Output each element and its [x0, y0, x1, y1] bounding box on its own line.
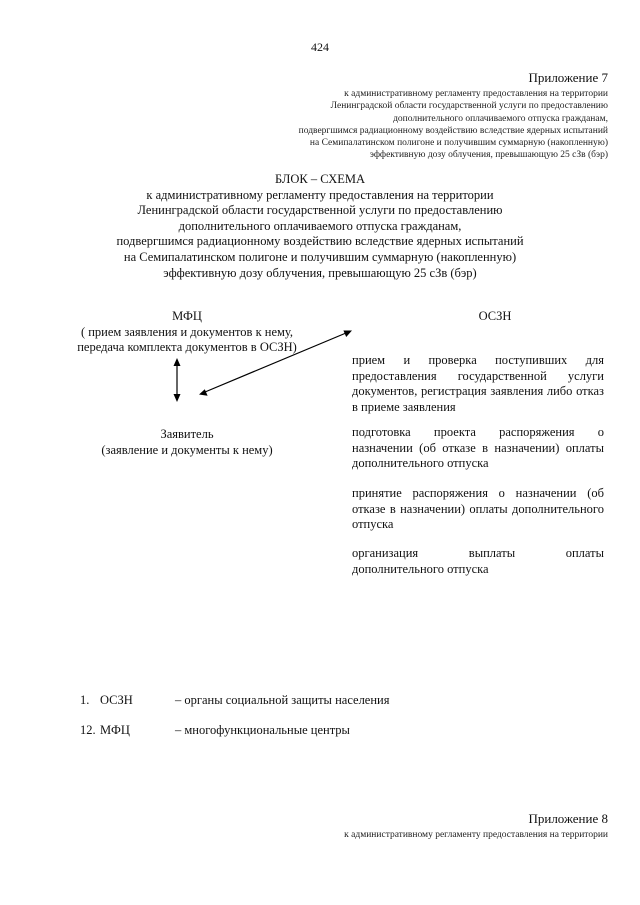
appendix-8-title: Приложение 8 [528, 811, 608, 826]
scheme-title-line: на Семипалатинском полигоне и получившим суммарную (накопленную) [123, 249, 517, 264]
mfc-description: ( прием заявления и документов к нему, [80, 324, 294, 339]
oszn-step: принятие распоряжения о назначении (об отказе в назначении) оплаты дополнительного отпуска [352, 486, 604, 532]
applicant-title: Заявитель [160, 427, 214, 441]
appendix-8-line: к административному регламенту предоставления на территории [344, 830, 608, 840]
legend-number: 12. [80, 723, 96, 737]
appendix-7-line: на Семипалатинском полигоне и получившим суммарную (накопленную) [309, 138, 608, 149]
appendix-7-line: Ленинградской области государственной услуги по предоставлению [330, 101, 608, 112]
scheme-title-line: Ленинградской области государственной услуги по предоставлению [137, 203, 503, 218]
mfc-description: передача комплекта документов в ОСЗН) [77, 340, 297, 355]
applicant-description: (заявление и документы к нему) [101, 442, 273, 457]
legend-number: 1. [80, 693, 90, 707]
legend-description: – органы социальной защиты населения [175, 693, 390, 707]
appendix-7-line: дополнительного оплачиваемого отпуска гражданам, [393, 113, 608, 124]
arrow-head-up [174, 358, 181, 366]
oszn-step: организация выплаты оплаты дополнительного отпуска [352, 546, 604, 576]
legend-description: – многофункциональные центры [175, 723, 350, 737]
legend-abbreviation: ОСЗН [100, 693, 133, 707]
page-number: 424 [311, 40, 329, 54]
scheme-title-line: эффективную дозу облучения, превышающую 25 сЗв (бэр) [163, 265, 477, 280]
appendix-7-title: Приложение 7 [528, 70, 608, 85]
scheme-title-line: к административному регламенту предоставления на территории [146, 187, 494, 202]
arrow-head-down [174, 394, 181, 402]
scheme-title-line: дополнительного оплачиваемого отпуска гражданам, [178, 218, 462, 233]
appendix-8-header [344, 811, 608, 841]
mfc-title: МФЦ [172, 309, 202, 323]
legend-abbreviation: МФЦ [100, 723, 130, 737]
appendix-7-line: эффективную дозу облучения, превышающую 25 сЗв (бэр) [369, 150, 608, 161]
arrow-applicant-oszn [205, 333, 346, 392]
scheme-title-line: подвергшимся радиационному воздействию вследствие ядерных испытаний [116, 234, 524, 249]
scheme-title-line: БЛОК – СХЕМА [274, 172, 366, 186]
oszn-step: прием и проверка поступивших для предоставления государственной услуги документов, регистрация заявления либо отказ в приеме заявления [352, 353, 604, 414]
arrow-head-applicant [199, 389, 208, 396]
appendix-7-line: к административному регламенту предоставления на территории [344, 89, 608, 99]
appendix-7-line: подвергшимся радиационному воздействию вследствие ядерных испытаний [298, 125, 608, 136]
oszn-title: ОСЗН [478, 309, 512, 323]
oszn-step: подготовка проекта распоряжения о назначении (об отказе в назначении) оплаты дополнительного отпуска [352, 425, 604, 471]
